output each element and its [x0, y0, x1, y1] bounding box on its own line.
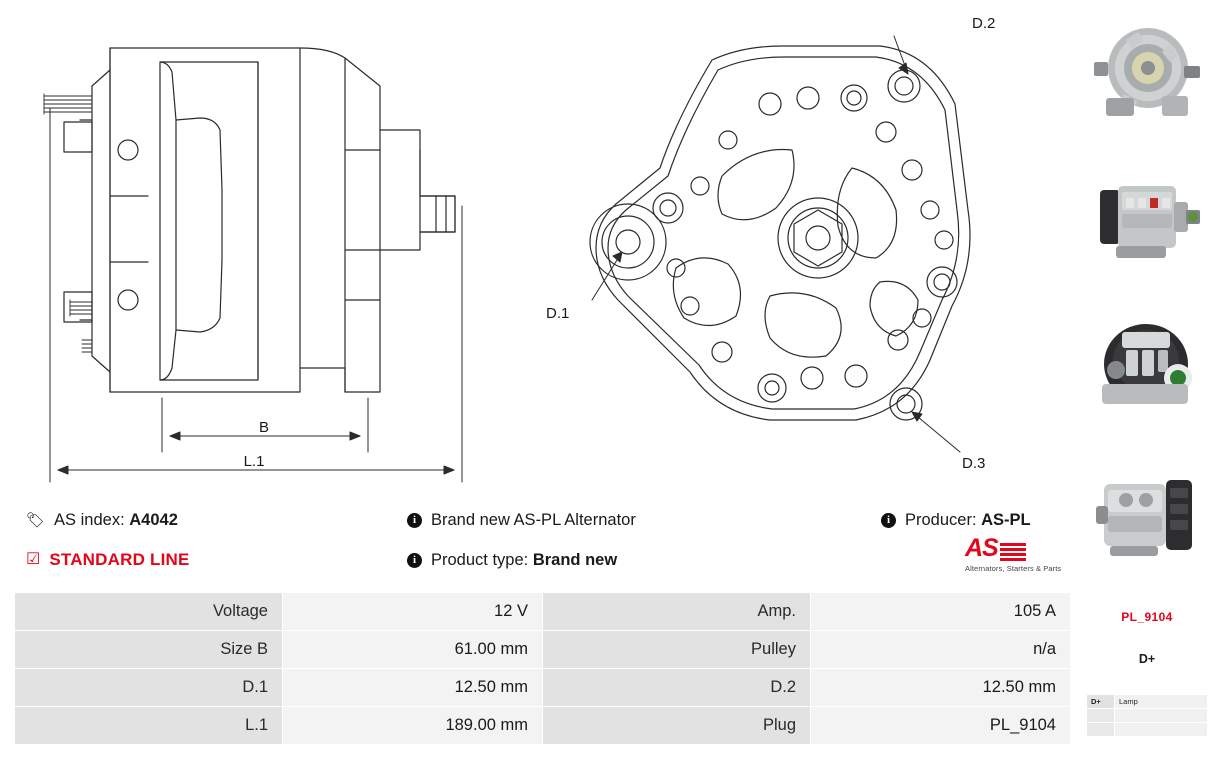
dim-label-d3: D.3	[962, 455, 986, 472]
spec-label: D.2	[543, 669, 811, 707]
info-icon: i	[407, 553, 422, 568]
spec-value: PL_9104	[811, 707, 1071, 745]
producer-value: AS-PL	[981, 510, 1031, 529]
specification-table	[14, 592, 1071, 745]
terminal-label: D+	[1138, 652, 1156, 666]
as-index	[26, 511, 178, 530]
check-icon: ☑	[26, 551, 41, 568]
terminal-key	[1087, 723, 1115, 737]
as-index-value: A4042	[129, 510, 178, 529]
product-photo-thumbnail[interactable]	[1086, 306, 1208, 428]
product-photo-thumbnail[interactable]	[1086, 454, 1208, 576]
as-index-label: AS index:	[54, 510, 125, 529]
standard-line-badge	[26, 550, 190, 570]
plug-code-label: PL_9104	[1121, 610, 1173, 624]
spec-label: Plug	[543, 707, 811, 745]
product-photo-sidebar	[1080, 0, 1214, 762]
as-logo-bars	[1000, 543, 1026, 561]
spec-label: Amp.	[543, 593, 811, 631]
info-icon: i	[881, 513, 896, 528]
dim-label-l1: L.1	[243, 453, 265, 470]
as-index-text	[54, 511, 178, 530]
alternator-photo-4	[1086, 454, 1208, 576]
as-pl-logo	[965, 536, 1073, 582]
tag-icon: 🏷	[26, 511, 46, 529]
product-type	[407, 551, 617, 570]
spec-value: 189.00 mm	[283, 707, 543, 745]
spec-value: 105 A	[811, 593, 1071, 631]
spec-label: L.1	[15, 707, 283, 745]
spec-label: D.1	[15, 669, 283, 707]
spec-value: 12 V	[283, 593, 543, 631]
spec-value: n/a	[811, 631, 1071, 669]
table-row	[1087, 709, 1208, 723]
alternator-photo-2	[1086, 158, 1208, 280]
info-row-2	[26, 540, 1074, 580]
table-row	[1087, 723, 1208, 737]
dim-label-d1: D.1	[546, 305, 570, 322]
spec-value: 12.50 mm	[811, 669, 1071, 707]
alternator-photo-1	[1086, 10, 1208, 132]
standard-line-text: STANDARD LINE	[49, 550, 190, 569]
product-type-text	[431, 551, 617, 570]
terminal-key: D+	[1087, 695, 1115, 709]
product-type-value: Brand new	[532, 550, 618, 569]
dim-label-d2: D.2	[972, 15, 996, 32]
product-description	[407, 511, 636, 530]
product-description-text: Brand new AS-PL Alternator	[431, 510, 636, 529]
info-row-1	[26, 500, 1074, 540]
spec-label: Voltage	[15, 593, 283, 631]
alternator-photo-3	[1086, 306, 1208, 428]
producer-label: Producer:	[905, 510, 977, 529]
table-row	[15, 669, 1071, 707]
table-row	[15, 707, 1071, 745]
table-row	[1087, 695, 1208, 709]
spec-label: Pulley	[543, 631, 811, 669]
dim-label-b: B	[258, 419, 270, 436]
table-row	[15, 593, 1071, 631]
as-logo-text: AS	[965, 534, 998, 562]
terminal-value	[1115, 723, 1208, 737]
info-block	[26, 500, 1074, 586]
as-logo-subtitle: Alternators, Starters & Parts	[965, 564, 1062, 573]
info-icon: i	[407, 513, 422, 528]
product-photo-thumbnail[interactable]	[1086, 158, 1208, 280]
terminal-value	[1115, 709, 1208, 723]
spec-value: 61.00 mm	[283, 631, 543, 669]
spec-label: Size B	[15, 631, 283, 669]
product-type-label: Product type:	[431, 550, 529, 569]
table-row	[15, 631, 1071, 669]
terminal-key	[1087, 709, 1115, 723]
spec-value: 12.50 mm	[283, 669, 543, 707]
terminal-table	[1086, 694, 1208, 737]
product-photo-thumbnail[interactable]	[1086, 10, 1208, 132]
producer	[881, 511, 1031, 530]
producer-text	[905, 511, 1031, 530]
terminal-value: Lamp	[1115, 695, 1208, 709]
